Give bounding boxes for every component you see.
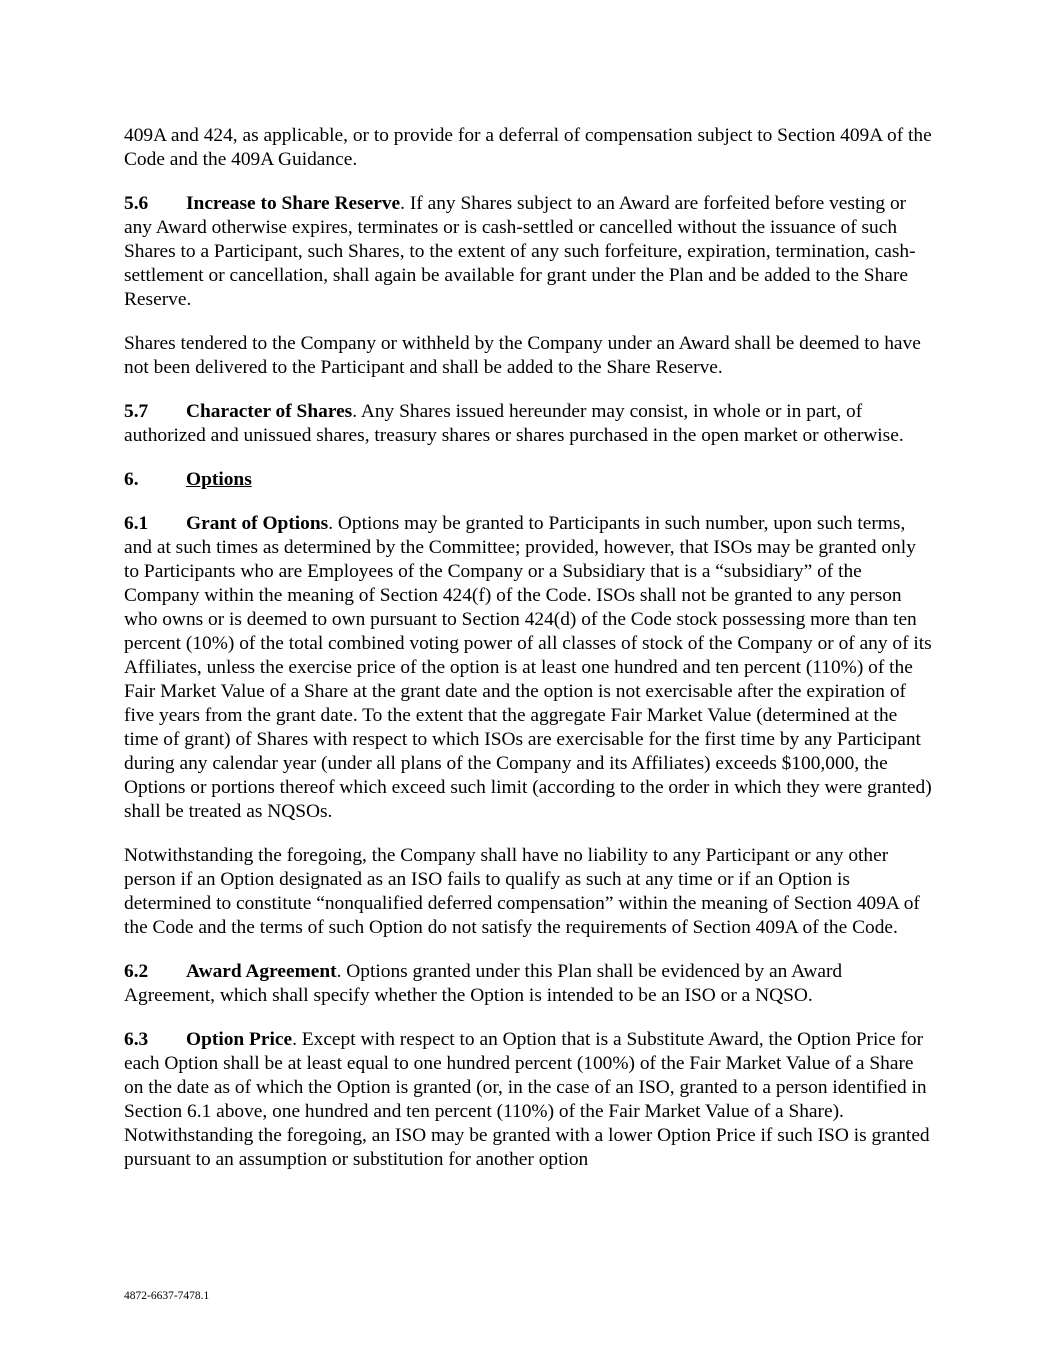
section-6-3 — [124, 1028, 932, 1172]
paragraph-text: . Options granted under this Plan shall be evidenced by an Award Agreement, which shall specify whether the Option is intended to be an ISO or a NQSO. — [124, 961, 843, 1006]
section-title: Character of Shares — [186, 401, 353, 422]
paragraph-text: . Any Shares issued hereunder may consist, in whole or in part, of authorized and unissued shares, treasury shares or shares purchased in the open market or otherwise. — [124, 401, 904, 446]
paragraph-text: 409A and 424, as applicable, or to provide for a deferral of compensation subject to Section 409A of the Code and the 409A Guidance. — [124, 125, 932, 170]
paragraph-text: Shares tendered to the Company or withheld by the Company under an Award shall be deemed to have not been delivered to the Participant and shall be added to the Share Reserve. — [124, 333, 921, 378]
section-number: 6.3 — [124, 1029, 149, 1050]
section-number: 6. — [124, 469, 139, 490]
section-title: Award Agreement — [186, 961, 337, 982]
section-title: Options — [186, 469, 252, 490]
paragraph-text: . Except with respect to an Option that is a Substitute Award, the Option Price for each Option shall be at least equal to one hundred percent (100%) of the Fair Market Value of a Share on the date as of which the Option is granted (or, in the case of an ISO, granted to a person identified in Section 6.1 above, one hundred and ten percent (110%) of the Fair Market Value of a Share). Notwithstanding the foregoing, an ISO may be granted with a lower Option Price if such ISO is granted pursuant to an assumption or substitution for another option — [124, 1029, 930, 1170]
section-6-2 — [124, 960, 932, 1008]
paragraph-continuation — [124, 124, 932, 172]
paragraph-text: . If any Shares subject to an Award are forfeited before vesting or any Award otherwise expires, terminates or is cash-settled or cancelled without the issuance of such Shares to a Participant, such Shares, to the extent of any such forfeiture, expiration, termination, cash-settlement or cancellation, shall again be available for grant under the Plan and be added to the Share Reserve. — [124, 193, 916, 310]
section-6-1 — [124, 512, 932, 824]
paragraph-text: . Options may be granted to Participants in such number, upon such terms, and at such times as determined by the Committee; provided, however, that ISOs may be granted only to Participants who are Employees of the Company or a Subsidiary that is a “subsidiary” of the Company within the meaning of Section 424(f) of the Code. ISOs shall not be granted to any person who owns or is deemed to own pursuant to Section 424(d) of the Code stock possessing more than ten percent (10%) of the total combined voting power of all classes of stock of the Company or of any of its Affiliates, unless the exercise price of the option is at least one hundred and ten percent (110%) of the Fair Market Value of a Share at the grant date and the option is not exercisable after the expiration of five years from the grant date. To the extent that the aggregate Fair Market Value (determined at the time of grant) of Shares with respect to which ISOs are exercisable for the first time by any Participant during any calendar year (under all plans of the Company and its Affiliates) exceeds $100,000, the Options or portions thereof which exceed such limit (according to the order in which they were granted) shall be treated as NQSOs. — [124, 513, 932, 822]
section-number: 5.7 — [124, 401, 149, 422]
paragraph-notwithstanding — [124, 844, 932, 940]
paragraph-text: Notwithstanding the foregoing, the Company shall have no liability to any Participant or any other person if an Option designated as an ISO fails to qualify as such at any time or if an Option is determined to constitute “nonqualified deferred compensation” within the meaning of Section 409A of the Code and the terms of such Option do not satisfy the requirements of Section 409A of the Code. — [124, 845, 920, 938]
section-number: 6.1 — [124, 513, 149, 534]
section-title: Option Price — [186, 1029, 293, 1050]
section-number: 6.2 — [124, 961, 149, 982]
footer-doc-id: 4872-6637-7478.1 — [124, 1290, 210, 1302]
document-page — [124, 124, 932, 1192]
section-title: Grant of Options — [186, 513, 329, 534]
section-6-heading — [124, 468, 932, 492]
section-number: 5.6 — [124, 193, 149, 214]
section-5-6 — [124, 192, 932, 312]
paragraph-shares-tendered — [124, 332, 932, 380]
section-title: Increase to Share Reserve — [186, 193, 401, 214]
section-5-7 — [124, 400, 932, 448]
